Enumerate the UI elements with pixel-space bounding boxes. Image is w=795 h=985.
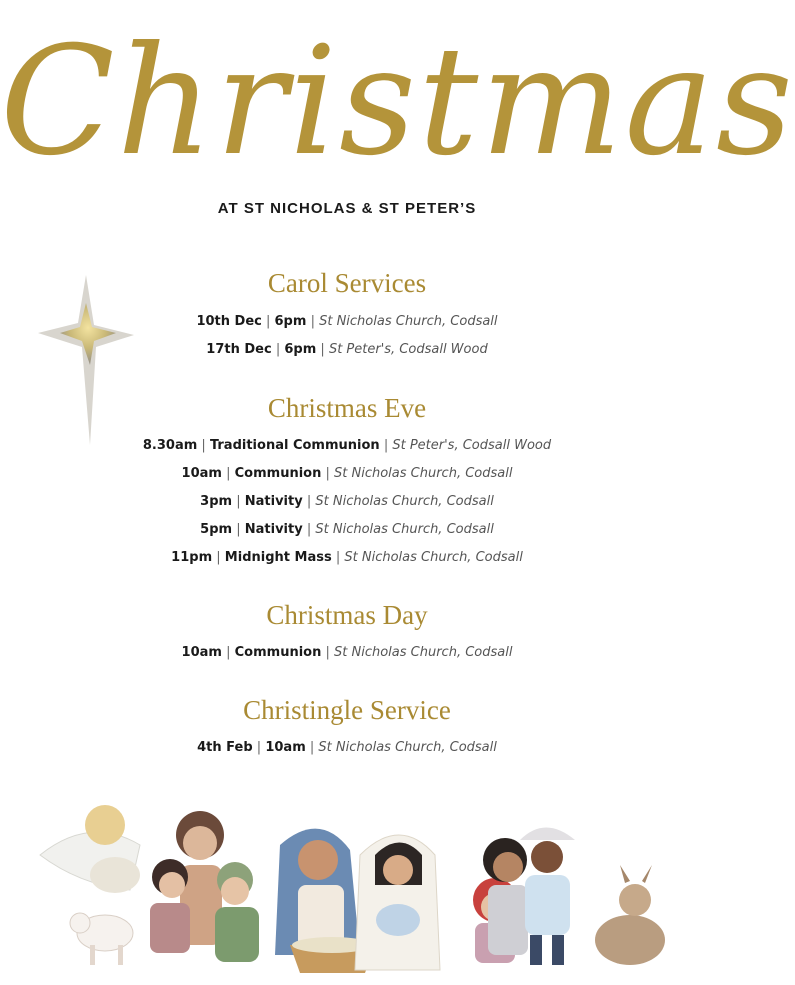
- poster-subtitle: AT ST NICHOLAS & ST PETER’S: [217, 200, 477, 217]
- service-date: 4th Feb: [197, 740, 253, 755]
- separator: |: [275, 342, 281, 357]
- separator: |: [236, 494, 241, 509]
- service-time: 6pm: [274, 314, 307, 329]
- service-line: [0, 494, 694, 509]
- service-location: St Nicholas Church, Codsall: [334, 466, 513, 481]
- section-heading-christingle-service: Christingle Service: [243, 695, 451, 725]
- service-line: [0, 522, 694, 537]
- service-line: [0, 466, 694, 481]
- section-heading-carol-services: Carol Services: [267, 268, 427, 298]
- service-name: Communion: [234, 645, 322, 660]
- service-time: 11pm: [171, 550, 213, 565]
- service-name: Midnight Mass: [224, 550, 332, 565]
- service-time: 8.30am: [142, 438, 198, 453]
- separator: |: [320, 342, 325, 357]
- service-line: [0, 645, 694, 660]
- separator: |: [325, 645, 330, 660]
- separator: |: [226, 466, 231, 481]
- separator: |: [201, 438, 206, 453]
- service-time: 6pm: [284, 342, 317, 357]
- service-name: Traditional Communion: [209, 438, 380, 453]
- service-line: [0, 550, 694, 565]
- separator: |: [306, 522, 312, 537]
- separator: |: [236, 522, 241, 537]
- service-location: St Nicholas Church, Codsall: [315, 494, 494, 509]
- section-heading-christmas-eve: Christmas Eve: [267, 393, 427, 423]
- service-time: 10am: [181, 466, 222, 481]
- separator: |: [309, 740, 315, 755]
- nativity-figures-illustration: [30, 795, 670, 980]
- service-location: St Peter's, Codsall Wood: [328, 342, 488, 357]
- service-line: [0, 314, 694, 329]
- service-line: [0, 342, 694, 357]
- separator: |: [306, 494, 312, 509]
- separator: |: [216, 550, 221, 565]
- service-time: 3pm: [200, 494, 233, 509]
- poster-title: Christmas: [0, 15, 795, 189]
- separator: |: [325, 466, 330, 481]
- service-location: St Nicholas Church, Codsall: [315, 522, 494, 537]
- separator: |: [310, 314, 315, 329]
- separator: |: [383, 438, 389, 453]
- service-time: 5pm: [200, 522, 233, 537]
- service-time: 10am: [265, 740, 306, 755]
- service-location: St Peter's, Codsall Wood: [392, 438, 552, 453]
- service-location: St Nicholas Church, Codsall: [318, 740, 497, 755]
- separator: |: [226, 645, 231, 660]
- separator: |: [335, 550, 341, 565]
- service-location: St Nicholas Church, Codsall: [334, 645, 513, 660]
- service-name: Communion: [234, 466, 322, 481]
- service-name: Nativity: [244, 494, 303, 509]
- service-time: 10am: [181, 645, 222, 660]
- section-heading-christmas-day: Christmas Day: [266, 600, 428, 630]
- service-location: St Nicholas Church, Codsall: [344, 550, 523, 565]
- service-line: [0, 740, 694, 755]
- service-date: 17th Dec: [206, 342, 272, 357]
- service-date: 10th Dec: [196, 314, 262, 329]
- service-line: [0, 438, 694, 453]
- separator: |: [265, 314, 271, 329]
- service-name: Nativity: [244, 522, 303, 537]
- separator: |: [256, 740, 262, 755]
- service-location: St Nicholas Church, Codsall: [319, 314, 498, 329]
